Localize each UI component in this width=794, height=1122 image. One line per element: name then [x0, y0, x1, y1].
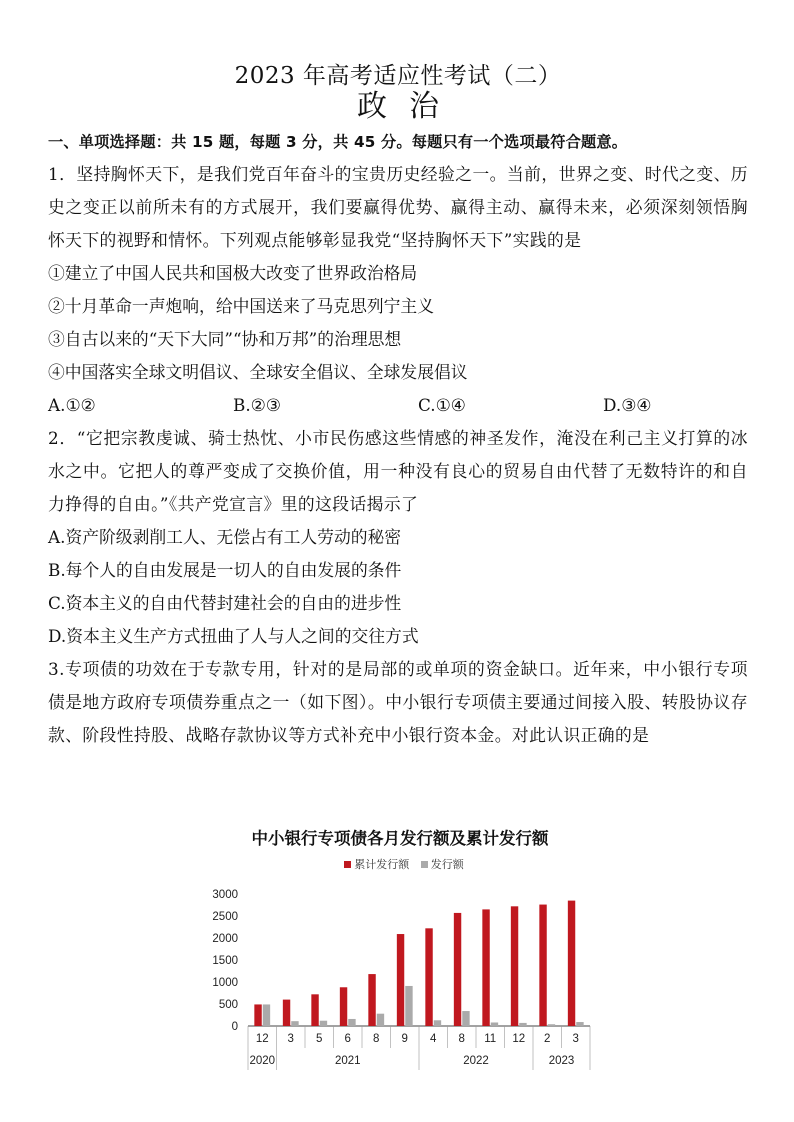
- x-tick-label-11: 3: [572, 1033, 579, 1045]
- question-2-stem: 2．“它把宗教虔诚、骑士热忱、小市民伤感这些情感的神圣发作，淹没在利己主义打算的冰水之中。它把人的尊严变成了交换价值，用一种没有良心的贸易自由代替了无数特许的和自力挣得的自由。”《共产党宣言》里的这段话揭示了: [48, 428, 748, 514]
- x-tick-label-9: 12: [512, 1033, 526, 1045]
- x-tick-label-4: 8: [373, 1033, 380, 1045]
- y-tick-label-1: 500: [218, 999, 238, 1011]
- x-tick-label-8: 11: [484, 1033, 497, 1045]
- question-2-option-c: C.资本主义的自由代替封建社会的自由的进步性: [48, 593, 402, 613]
- question-1-choice-c: C.①④: [418, 395, 466, 415]
- x-tick-label-6: 4: [430, 1033, 437, 1045]
- legend-swatch-monthly: [421, 861, 428, 868]
- x-tick-label-10: 2: [544, 1033, 551, 1045]
- bar-monthly-4: [377, 1014, 384, 1026]
- question-2-option-d: D.资本主义生产方式扭曲了人与人之间的交往方式: [48, 626, 419, 646]
- bar-cumulative-3: [340, 987, 347, 1026]
- x-tick-label-0: 12: [255, 1033, 269, 1045]
- bar-cumulative-7: [454, 913, 461, 1026]
- bar-monthly-1: [291, 1021, 298, 1026]
- bar-cumulative-2: [311, 994, 318, 1026]
- year-label-3: 2023: [548, 1055, 575, 1067]
- year-label-1: 2021: [334, 1055, 361, 1067]
- bar-monthly-10: [548, 1024, 555, 1026]
- bar-cumulative-5: [397, 934, 404, 1026]
- legend-swatch-cumulative: [344, 861, 351, 868]
- bar-monthly-2: [320, 1021, 327, 1026]
- bar-cumulative-9: [511, 906, 518, 1026]
- question-3: [48, 653, 748, 752]
- y-tick-label-5: 2500: [212, 911, 238, 923]
- question-1-choice-b: B.②③: [233, 395, 281, 415]
- bar-monthly-11: [576, 1022, 583, 1026]
- x-tick-label-7: 8: [458, 1033, 465, 1045]
- question-1-choices: [48, 389, 748, 422]
- bar-monthly-8: [491, 1022, 498, 1026]
- question-1-item-3: ③自古以来的“天下大同”“协和万邦”的治理思想: [48, 329, 402, 349]
- question-1-item-2: ②十月革命一声炮响，给中国送来了马克思列宁主义: [48, 296, 434, 316]
- bar-cumulative-11: [568, 901, 575, 1026]
- question-3-stem: 3.专项债的功效在于专款专用，针对的是局部的或单项的资金缺口。近年来，中小银行专项债是地方政府专项债券重点之一（如下图）。中小银行专项债主要通过间接入股、转股协议存款、阶段性持股、战略存款协议等方式补充中小银行资本金。对此认识正确的是: [48, 659, 748, 745]
- x-tick-label-5: 9: [401, 1033, 408, 1045]
- bond-issuance-chart: [160, 828, 640, 1088]
- exam-page: [48, 62, 748, 752]
- year-label-0: 2020: [249, 1055, 276, 1067]
- question-2: [48, 422, 748, 653]
- section-heading: 一、单项选择题：共 15 题，每题 3 分，共 45 分。每题只有一个选项最符合题意。: [48, 133, 628, 151]
- bar-monthly-6: [434, 1020, 441, 1026]
- question-1-choice-a: A.①②: [48, 395, 96, 415]
- bar-cumulative-1: [283, 1000, 290, 1026]
- legend-label-monthly: 发行额: [430, 858, 464, 871]
- bar-monthly-5: [405, 986, 412, 1026]
- bar-cumulative-6: [425, 928, 432, 1026]
- y-tick-label-4: 2000: [212, 933, 238, 945]
- bar-cumulative-10: [539, 905, 546, 1026]
- x-tick-label-2: 5: [316, 1033, 323, 1045]
- question-2-option-b: B.每个人的自由发展是一切人的自由发展的条件: [48, 560, 402, 580]
- y-tick-label-2: 1000: [212, 977, 238, 989]
- y-tick-label-3: 1500: [212, 955, 238, 967]
- question-1: [48, 158, 748, 422]
- legend-label-cumulative: 累计发行额: [354, 858, 410, 871]
- y-tick-label-0: 0: [231, 1021, 238, 1033]
- chart-title: 中小银行专项债各月发行额及累计发行额: [251, 829, 549, 848]
- bar-monthly-9: [519, 1023, 526, 1026]
- bar-cumulative-8: [482, 909, 489, 1026]
- subject-title: 政治: [357, 89, 461, 124]
- y-tick-label-6: 3000: [212, 889, 238, 901]
- bar-monthly-0: [263, 1004, 270, 1026]
- bar-monthly-3: [348, 1019, 355, 1026]
- x-tick-label-1: 3: [287, 1033, 294, 1045]
- bar-monthly-7: [462, 1011, 469, 1026]
- exam-title: 2023 年高考适应性考试（二）: [234, 63, 562, 89]
- year-label-2: 2022: [463, 1055, 489, 1067]
- question-2-option-a: A.资产阶级剥削工人、无偿占有工人劳动的秘密: [48, 527, 402, 547]
- question-1-item-1: ①建立了中国人民共和国极大改变了世界政治格局: [48, 263, 418, 283]
- x-tick-label-3: 6: [344, 1033, 351, 1045]
- question-1-stem: 1．坚持胸怀天下，是我们党百年奋斗的宝贵历史经验之一。当前，世界之变、时代之变、历史之变正以前所未有的方式展开，我们要赢得优势、赢得主动、赢得未来，必须深刻领悟胸怀天下的视野和情怀。下列观点能够彰显我党“坚持胸怀天下”实践的是: [48, 164, 748, 250]
- question-1-item-4: ④中国落实全球文明倡议、全球安全倡议、全球发展倡议: [48, 362, 468, 382]
- question-1-choice-d: D.③④: [603, 395, 652, 415]
- bar-cumulative-0: [254, 1004, 261, 1026]
- chart-legend: [160, 858, 640, 872]
- bar-cumulative-4: [368, 974, 375, 1026]
